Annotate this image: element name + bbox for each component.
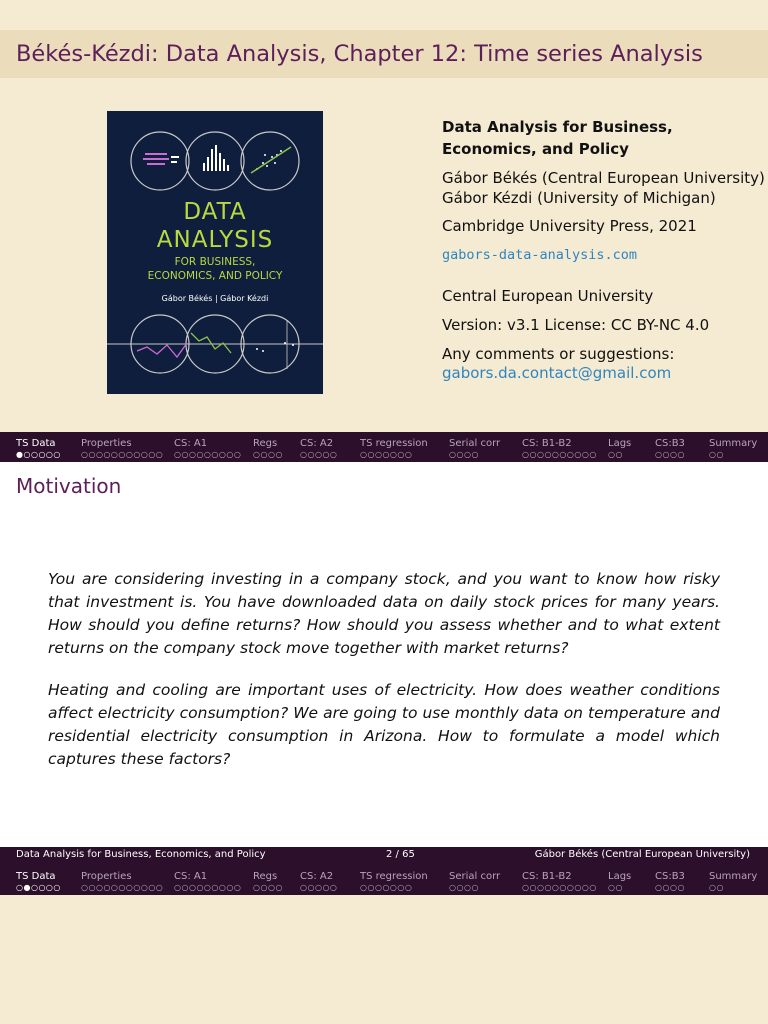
- next-slide-partial: [0, 895, 768, 1024]
- nav-summary[interactable]: Summary: [709, 871, 758, 882]
- title-slide: [0, 0, 768, 462]
- nav-cs-a1[interactable]: CS: A1: [174, 871, 208, 882]
- nav-cs-b3[interactable]: CS:B3: [655, 438, 685, 449]
- nav-dots-cs-a2[interactable]: ○○○○○: [300, 450, 338, 459]
- nav-dots-ts-regression[interactable]: ○○○○○○○: [360, 883, 413, 892]
- nav-dots-ts-data[interactable]: ○●○○○○: [16, 883, 61, 892]
- nav-dots-ts-regression[interactable]: ○○○○○○○: [360, 450, 413, 459]
- nav-dots-ts-data[interactable]: ●○○○○○: [16, 450, 61, 459]
- nav-dots-serial-corr[interactable]: ○○○○: [449, 450, 479, 459]
- nav-serial-corr[interactable]: Serial corr: [449, 871, 501, 882]
- nav-dots-cs-b1-b2[interactable]: ○○○○○○○○○○: [522, 450, 597, 459]
- nav-dots-cs-b3[interactable]: ○○○○: [655, 883, 685, 892]
- nav-dots-regs[interactable]: ○○○○: [253, 450, 283, 459]
- nav-dots-cs-b1-b2[interactable]: ○○○○○○○○○○: [522, 883, 597, 892]
- footer-book-title: Data Analysis for Business, Economics, and Policy: [16, 849, 266, 860]
- nav-lags[interactable]: Lags: [608, 871, 632, 882]
- nav-ts-data[interactable]: TS Data: [16, 871, 56, 882]
- nav-ts-data[interactable]: TS Data: [16, 438, 56, 449]
- nav-cs-a2[interactable]: CS: A2: [300, 438, 334, 449]
- book-info: [442, 116, 765, 382]
- author-1: Gábor Békés (Central European University): [442, 169, 765, 187]
- nav-dots-cs-a1[interactable]: ○○○○○○○○○: [174, 450, 242, 459]
- cover-title-line2: ANALYSIS: [156, 227, 274, 253]
- nav-regs[interactable]: Regs: [253, 438, 278, 449]
- nav-dots-lags[interactable]: ○○: [608, 883, 623, 892]
- nav-cs-b1-b2[interactable]: CS: B1-B2: [522, 438, 572, 449]
- nav-summary[interactable]: Summary: [709, 438, 758, 449]
- institution: Central European University: [442, 287, 654, 305]
- nav-cs-a1[interactable]: CS: A1: [174, 438, 208, 449]
- slide-heading: Motivation: [16, 474, 122, 498]
- nav-properties[interactable]: Properties: [81, 871, 132, 882]
- nav-serial-corr[interactable]: Serial corr: [449, 438, 501, 449]
- cover-title-line1: DATA: [183, 199, 247, 225]
- nav-dots-regs[interactable]: ○○○○: [253, 883, 283, 892]
- nav-cs-a2[interactable]: CS: A2: [300, 871, 334, 882]
- title-bar: [0, 30, 768, 78]
- motivation-paragraph-2: Heating and cooling are important uses of electricity. How does weather conditions affect electricity consumption? We are going to use monthly data on temperature and residential electricity consumption in Arizona. How to formulate a model which captures these factors?: [48, 681, 720, 768]
- email-link[interactable]: gabors.da.contact@gmail.com: [442, 364, 672, 382]
- comments-label: Any comments or suggestions:: [442, 345, 675, 363]
- slide-title: Békés-Kézdi: Data Analysis, Chapter 12: Time series Analysis: [16, 41, 703, 67]
- nav-dots-cs-a2[interactable]: ○○○○○: [300, 883, 338, 892]
- book-cover: [107, 111, 323, 394]
- cover-subtitle-line1: FOR BUSINESS,: [174, 256, 256, 268]
- nav-lags[interactable]: Lags: [608, 438, 632, 449]
- cover-subtitle-line2: ECONOMICS, AND POLICY: [147, 270, 283, 282]
- nav-dots-cs-a1[interactable]: ○○○○○○○○○: [174, 883, 242, 892]
- motivation-slide: [0, 462, 768, 847]
- section-navbar-bottom: [0, 865, 768, 895]
- book-title: Data Analysis for Business, Economics, and Policy: [442, 118, 673, 158]
- cover-authors: Gábor Békés | Gábor Kézdi: [161, 294, 269, 303]
- footer-author: Gábor Békés (Central European University): [534, 849, 750, 860]
- nav-dots-summary[interactable]: ○○: [709, 450, 724, 459]
- nav-dots-serial-corr[interactable]: ○○○○: [449, 883, 479, 892]
- nav-dots-lags[interactable]: ○○: [608, 450, 623, 459]
- publisher: Cambridge University Press, 2021: [442, 217, 697, 235]
- nav-regs[interactable]: Regs: [253, 871, 278, 882]
- slide-footer: [0, 847, 768, 865]
- nav-properties[interactable]: Properties: [81, 438, 132, 449]
- nav-dots-properties[interactable]: ○○○○○○○○○○○: [81, 450, 164, 459]
- website-link[interactable]: gabors-data-analysis.com: [442, 247, 638, 263]
- author-2: Gábor Kézdi (University of Michigan): [442, 189, 716, 207]
- nav-cs-b3[interactable]: CS:B3: [655, 871, 685, 882]
- nav-ts-regression[interactable]: TS regression: [360, 438, 428, 449]
- nav-cs-b1-b2[interactable]: CS: B1-B2: [522, 871, 572, 882]
- nav-dots-summary[interactable]: ○○: [709, 883, 724, 892]
- nav-ts-regression[interactable]: TS regression: [360, 871, 428, 882]
- nav-dots-cs-b3[interactable]: ○○○○: [655, 450, 685, 459]
- motivation-paragraph-1: You are considering investing in a company stock, and you want to know how risky that investment is. You have downloaded data on daily stock prices for many years. How should you define returns? How should you assess whether and to what extent returns on the company stock move together with market returns?: [48, 570, 720, 657]
- page-number: 2 / 65: [386, 849, 415, 860]
- section-navbar-top: [0, 432, 768, 462]
- nav-dots-properties[interactable]: ○○○○○○○○○○○: [81, 883, 164, 892]
- version-license: Version: v3.1 License: CC BY-NC 4.0: [442, 316, 710, 334]
